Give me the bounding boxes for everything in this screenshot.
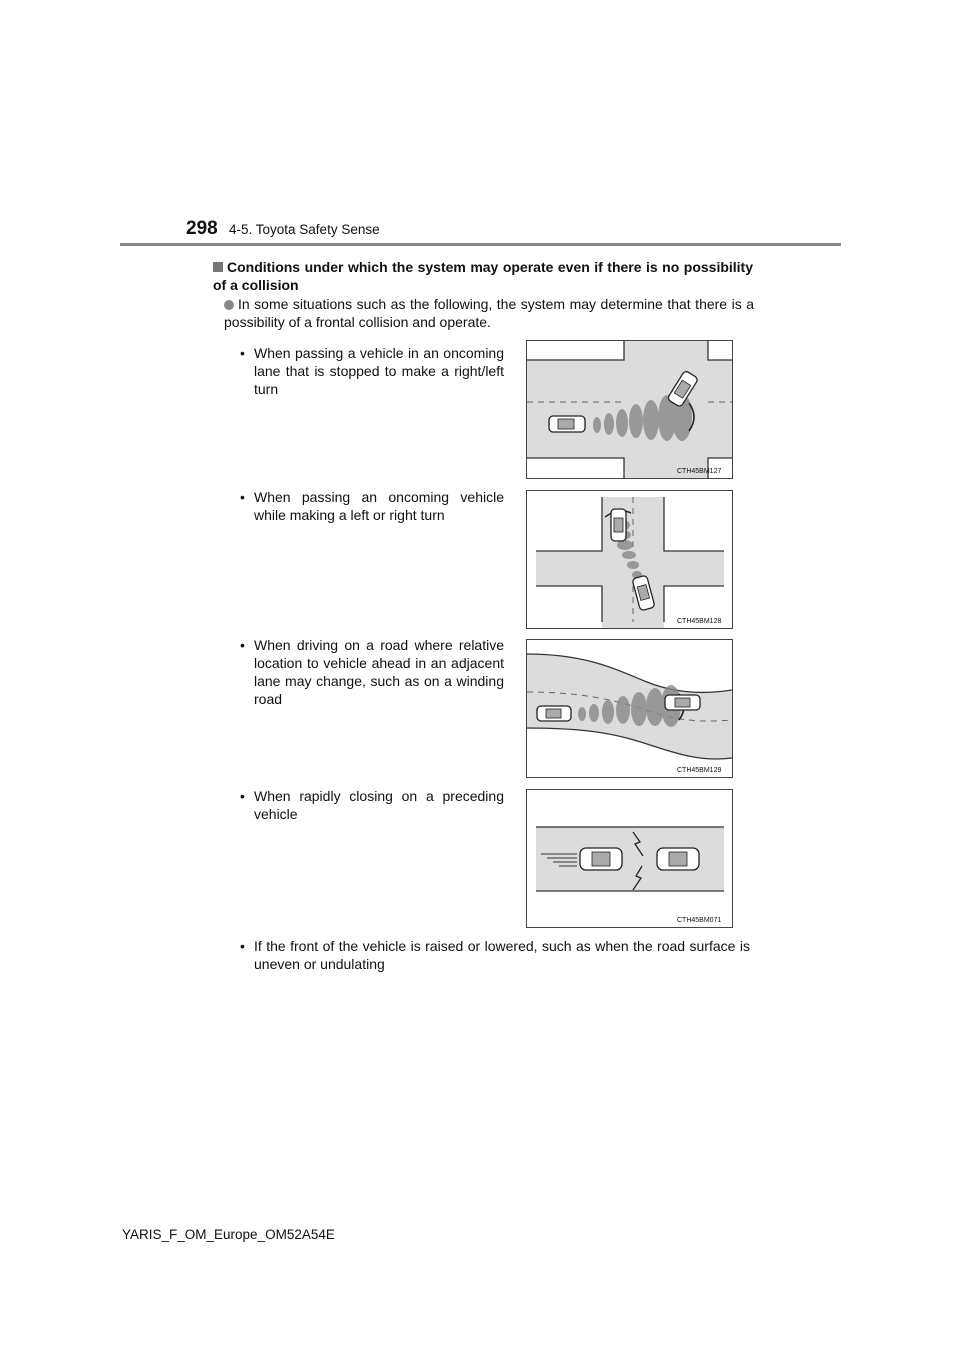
illustration-closing-on-vehicle — [526, 789, 733, 928]
figure-code: CTH45BM071 — [677, 917, 722, 924]
page-number: 298 — [186, 218, 218, 239]
list-item — [240, 937, 750, 973]
illustration-winding-road — [526, 639, 733, 778]
circle-bullet-icon — [224, 300, 234, 310]
list-item — [240, 344, 504, 398]
bullet-mark: • — [240, 489, 245, 505]
illustration-stopped-turning-vehicle — [526, 340, 733, 479]
section-title: 4-5. Toyota Safety Sense — [229, 222, 380, 237]
square-bullet-icon — [213, 262, 223, 272]
figure-code: CTH45BM129 — [677, 767, 722, 774]
illustration-turning-vehicle — [526, 490, 733, 629]
list-item — [240, 787, 504, 823]
header-divider — [120, 243, 841, 246]
list-item-text: When passing an oncoming vehicle while making a left or right turn — [254, 489, 504, 523]
list-item-text: When passing a vehicle in an oncoming lane that is stopped to make a right/left turn — [254, 345, 504, 397]
intro-text: In some situations such as the following, the system may determine that there is a possibility of a frontal collision and operate. — [224, 296, 754, 330]
list-item — [240, 488, 504, 524]
bullet-mark: • — [240, 345, 245, 361]
section-heading — [213, 258, 753, 294]
footer-text: YARIS_F_OM_Europe_OM52A54E — [122, 1227, 335, 1242]
figure-code: CTH45BM128 — [677, 618, 722, 625]
list-item-text: When driving on a road where relative location to vehicle ahead in an adjacent lane may change, such as on a winding road — [254, 637, 504, 707]
heading-text: Conditions under which the system may operate even if there is no possibility of a collision — [213, 259, 753, 293]
bullet-mark: • — [240, 788, 245, 804]
intro-paragraph — [224, 295, 754, 331]
list-item — [240, 636, 504, 708]
bullet-mark: • — [240, 637, 245, 653]
list-item-text: If the front of the vehicle is raised or lowered, such as when the road surface is uneven or undulating — [254, 938, 750, 972]
bullet-mark: • — [240, 938, 245, 954]
list-item-text: When rapidly closing on a preceding vehicle — [254, 788, 504, 822]
figure-code: CTH45BM127 — [677, 468, 722, 475]
